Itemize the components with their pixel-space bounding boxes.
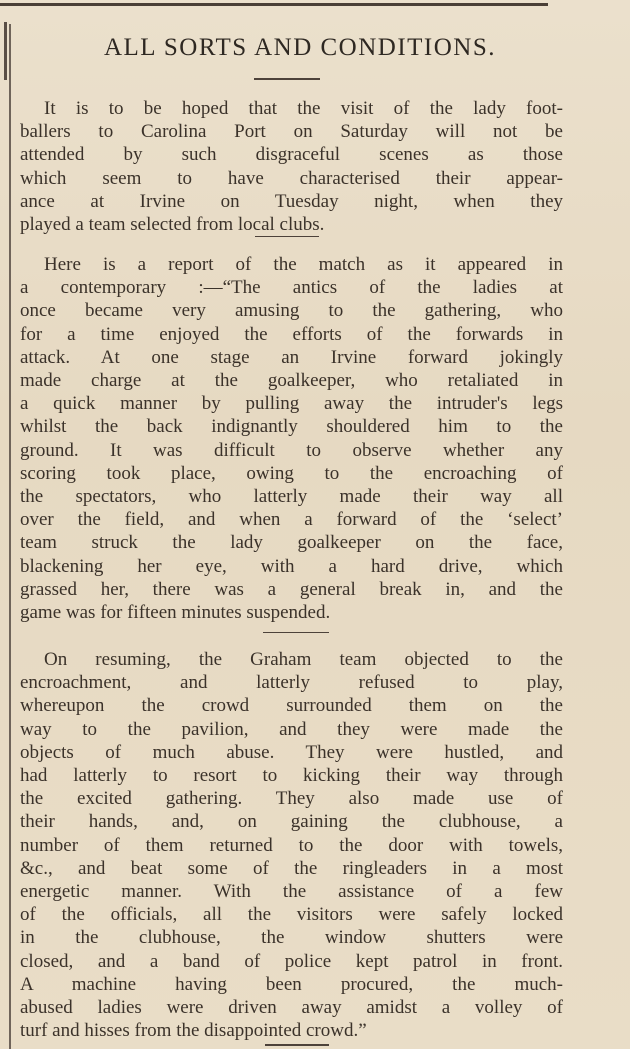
paragraph-line: which seem to have characterised their appear- (20, 167, 563, 189)
column-rule (9, 24, 11, 1049)
paragraph-line: played a team selected from local clubs. (20, 214, 325, 235)
headline-rule (254, 78, 320, 80)
paragraph-line: blackening her eye, with a hard drive, which (20, 555, 563, 577)
paragraph-first-line: Here is a report of the match as it appeared in (44, 254, 563, 275)
paragraph-line: team struck the lady goalkeeper on the face, (20, 532, 563, 554)
paragraph-line: whereupon the crowd surrounded them on the (20, 695, 563, 717)
paragraph-line: for a time enjoyed the efforts of the forwards in (20, 323, 563, 345)
paragraph-line: in the clubhouse, the window shutters were (20, 927, 563, 949)
left-margin-mark (4, 22, 7, 80)
paragraph-line: attended by such disgraceful scenes as those (20, 144, 563, 166)
paragraph-line: closed, and a band of police kept patrol in front. (20, 950, 563, 972)
paragraph-line: ballers to Carolina Port on Saturday will not be (20, 121, 563, 143)
paragraph-line: their hands, and, on gaining the clubhouse, a (20, 811, 563, 833)
paragraph-line: turf and hisses from the disappointed crowd.” (20, 1020, 367, 1042)
section-rule (263, 632, 329, 633)
top-border-rule (0, 3, 548, 6)
paragraph-line: of the officials, all the visitors were safely locked (20, 904, 563, 926)
paragraph-line: a quick manner by pulling away the intruder's legs (20, 393, 563, 415)
paragraph-line: A machine having been procured, the much- (20, 973, 563, 995)
paragraph-line: attack. At one stage an Irvine forward jokingly (20, 346, 563, 368)
paragraph-line: abused ladies were driven away amidst a volley of (20, 997, 563, 1018)
bottom-rule (265, 1044, 329, 1046)
paragraph-line: the spectators, who latterly made their way all (20, 486, 563, 507)
paragraph-line: encroachment, and latterly refused to play, (20, 672, 563, 694)
paragraph-line: grassed her, there was a general break in, and the (20, 578, 563, 600)
paragraph-line: energetic manner. With the assistance of a few (20, 881, 563, 902)
paragraph-line: &c., and beat some of the ringleaders in a most (20, 857, 563, 879)
paragraph-line: once became very amusing to the gathering, who (20, 300, 563, 322)
paragraph-line: game was for fifteen minutes suspended. (20, 602, 331, 623)
paragraph-line: scoring took place, owing to the encroaching of (20, 462, 563, 484)
section-rule (255, 236, 319, 237)
paragraph-line: ground. It was difficult to observe whether any (20, 439, 563, 461)
paragraph-line: number of them returned to the door with towels, (20, 834, 563, 856)
paragraph-line: objects of much abuse. They were hustled, and (20, 741, 563, 763)
paragraph-line: whilst the back indignantly shouldered him to the (20, 416, 563, 438)
paragraph-first-line: It is to be hoped that the visit of the lady foot- (44, 98, 563, 119)
paragraph-line: ance at Irvine on Tuesday night, when they (20, 190, 563, 212)
paragraph-line: made charge at the goalkeeper, who retaliated in (20, 370, 563, 391)
paragraph-line: had latterly to resort to kicking their way through (20, 765, 563, 786)
paragraph-line: way to the pavilion, and they were made the (20, 718, 563, 740)
paragraph-line: over the field, and when a forward of the ‘select’ (20, 509, 563, 531)
headline: ALL SORTS AND CONDITIONS. (103, 34, 497, 61)
paragraph-line: a contemporary :—“The antics of the ladies at (20, 277, 563, 299)
paragraph-first-line: On resuming, the Graham team objected to the (44, 649, 563, 670)
paragraph-line: the excited gathering. They also made use of (20, 788, 563, 810)
